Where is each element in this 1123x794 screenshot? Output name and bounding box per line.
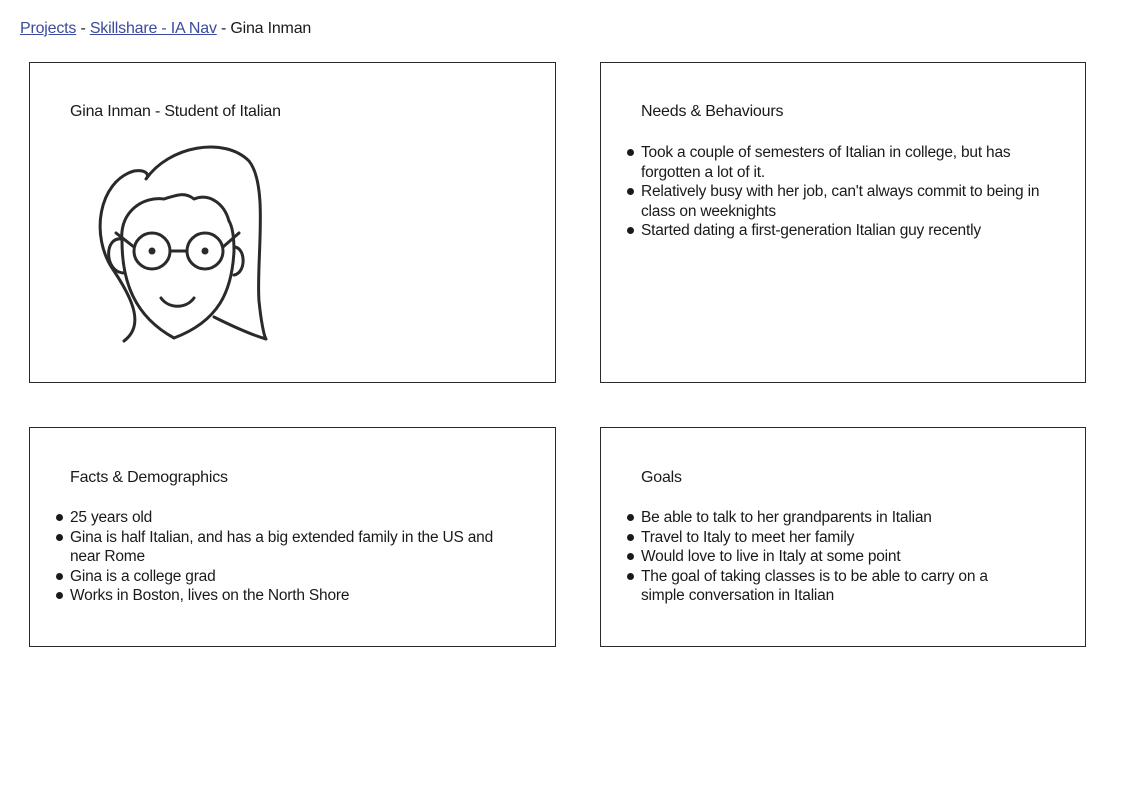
breadcrumb-link-skillshare-ia-nav[interactable]: Skillshare - IA Nav [89,20,217,37]
breadcrumb-current-page: Gina Inman [230,20,312,37]
persona-title: Gina Inman - Student of Italian [70,103,281,120]
persona-panel [29,62,556,383]
woman-with-glasses-avatar-icon [74,141,274,351]
needs-behaviours-list [641,143,1051,241]
list-item: Started dating a first-generation Italian guy recently [641,221,1051,241]
breadcrumb-separator: - [76,20,90,37]
breadcrumb [20,20,311,38]
list-item: The goal of taking classes is to be able to carry on a simple conversation in Italian [641,567,1031,606]
list-item: Relatively busy with her job, can't always commit to being in class on weeknights [641,182,1051,221]
list-item: Gina is half Italian, and has a big extended family in the US and near Rome [70,528,505,567]
list-item: Gina is a college grad [70,567,505,587]
goals-list [641,508,1031,606]
list-item: 25 years old [70,508,505,528]
breadcrumb-separator: - [216,20,231,37]
facts-demographics-list [70,508,505,606]
list-item: Be able to talk to her grandparents in Italian [641,508,1031,528]
needs-behaviours-title: Needs & Behaviours [641,103,784,120]
needs-behaviours-panel [600,62,1086,383]
goals-title: Goals [641,469,682,486]
breadcrumb-link-projects[interactable]: Projects [20,20,77,37]
facts-demographics-panel [29,427,556,647]
list-item: Travel to Italy to meet her family [641,528,1031,548]
list-item: Took a couple of semesters of Italian in college, but has forgotten a lot of it. [641,143,1051,182]
list-item: Works in Boston, lives on the North Shore [70,586,505,606]
facts-demographics-title: Facts & Demographics [70,469,228,486]
goals-panel [600,427,1086,647]
list-item: Would love to live in Italy at some point [641,547,1031,567]
